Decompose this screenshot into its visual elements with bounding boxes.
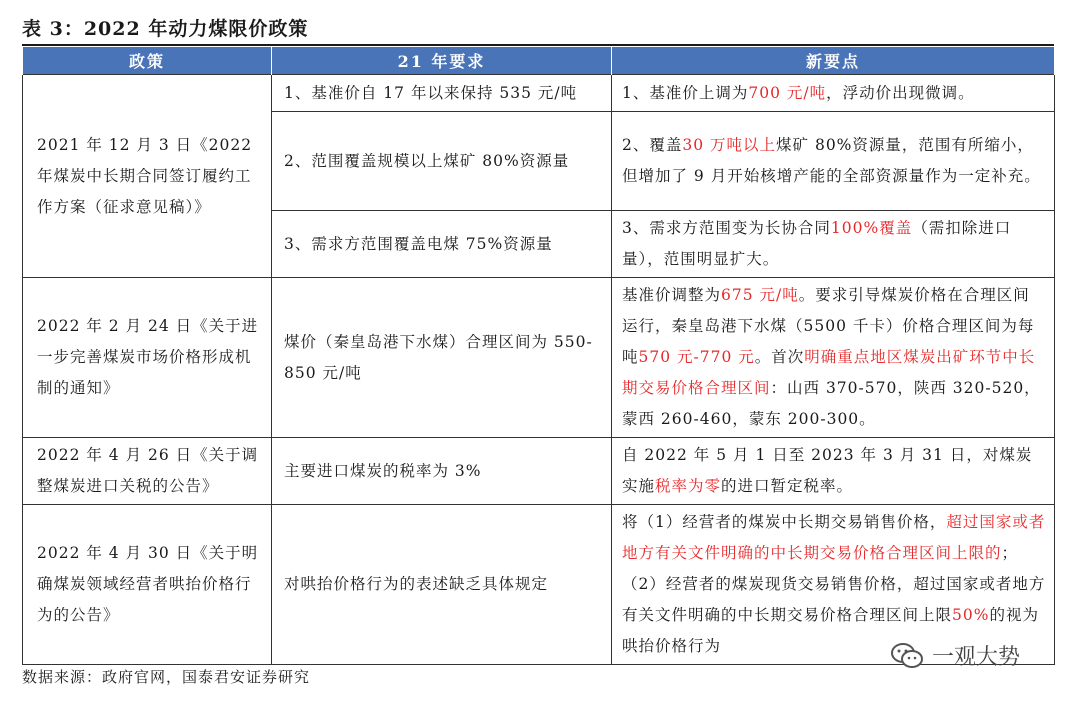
new-point-cell: 3、需求方范围变为长协合同100%覆盖（需扣除进口量），范围明显扩大。: [612, 211, 1055, 278]
policy-table: [22, 47, 1055, 665]
table-row: [23, 75, 1055, 112]
data-source: 数据来源：政府官网，国泰君安证券研究: [22, 668, 311, 686]
requirement-cell: 主要进口煤炭的税率为 3%: [272, 438, 612, 505]
highlight-text: 税率为零: [655, 477, 722, 495]
watermark: [890, 640, 1020, 671]
highlight-text: 700 元/吨: [748, 83, 827, 102]
highlight-text: 30 万吨以上: [682, 136, 777, 154]
policy-cell: 2022 年 4 月 30 日《关于明确煤炭领域经营者哄抬价格行为的公告》: [23, 505, 272, 665]
policy-cell: 2022 年 2 月 24 日《关于进一步完善煤炭市场价格形成机制的通知》: [23, 278, 272, 438]
requirement-cell: 对哄抬价格行为的表述缺乏具体规定: [272, 505, 612, 665]
title-rule: [22, 44, 1054, 46]
table-title: 表 3：2022 年动力煤限价政策: [22, 18, 309, 40]
new-point-cell: 自 2022 年 5 月 1 日至 2023 年 3 月 31 日，对煤炭实施税率为零的进口暂定税率。: [612, 438, 1055, 505]
highlight-text: 570 元-770 元: [638, 348, 755, 366]
highlight-text: 明确重点地区煤炭出矿环节中长期交易价格合理区间: [622, 348, 1036, 397]
requirement-cell: 1、基准价自 17 年以来保持 535 元/吨: [272, 75, 612, 112]
highlight-text: 100%覆盖: [830, 219, 913, 237]
requirement-cell: 煤价（秦皇岛港下水煤）合理区间为 550-850 元/吨: [272, 278, 612, 438]
new-point-cell: 1、基准价上调为700 元/吨，浮动价出现微调。: [612, 75, 1055, 112]
table-row: [23, 278, 1055, 438]
new-point-cell: 2、覆盖30 万吨以上煤矿 80%资源量，范围有所缩小，但增加了 9 月开始核增产能的全部资源量作为一定补充。: [612, 112, 1055, 211]
policy-cell: 2022 年 4 月 26 日《关于调整煤炭进口关税的公告》: [23, 438, 272, 505]
new-point-cell: 基准价调整为675 元/吨。要求引导煤炭价格在合理区间运行，秦皇岛港下水煤（5500 千卡）价格合理区间为每吨570 元-770 元。首次明确重点地区煤炭出矿环节中长期交易价格合理区间：山西 370-570，陕西 320-520，蒙西 260-460，蒙东 200-300。: [612, 278, 1055, 438]
highlight-text: 50%: [952, 606, 990, 624]
requirement-cell: 2、范围覆盖规模以上煤矿 80%资源量: [272, 112, 612, 211]
policy-cell: 2021 年 12 月 3 日《2022 年煤炭中长期合同签订履约工作方案（征求意见稿）》: [23, 75, 272, 278]
highlight-text: 675 元/吨: [721, 286, 799, 304]
header-new-points: 新要点: [612, 47, 1055, 75]
highlight-text: 超过国家或者地方有关文件明确的中长期交易价格合理区间上限的: [622, 513, 1046, 562]
table-row: [23, 438, 1055, 505]
wechat-icon: [890, 642, 924, 670]
watermark-text: 一观大势: [932, 645, 1021, 670]
requirement-cell: 3、需求方范围覆盖电煤 75%资源量: [272, 211, 612, 278]
new-point-cell: 将（1）经营者的煤炭中长期交易销售价格，超过国家或者地方有关文件明确的中长期交易价格合理区间上限的；（2）经营者的煤炭现货交易销售价格，超过国家或者地方有关文件明确的中长期交易价格合理区间上限50%的视为哄抬价格行为: [612, 505, 1055, 665]
header-requirement-2021: 21 年要求: [272, 47, 612, 75]
header-policy: 政策: [23, 47, 272, 75]
header-row: [23, 47, 1055, 75]
